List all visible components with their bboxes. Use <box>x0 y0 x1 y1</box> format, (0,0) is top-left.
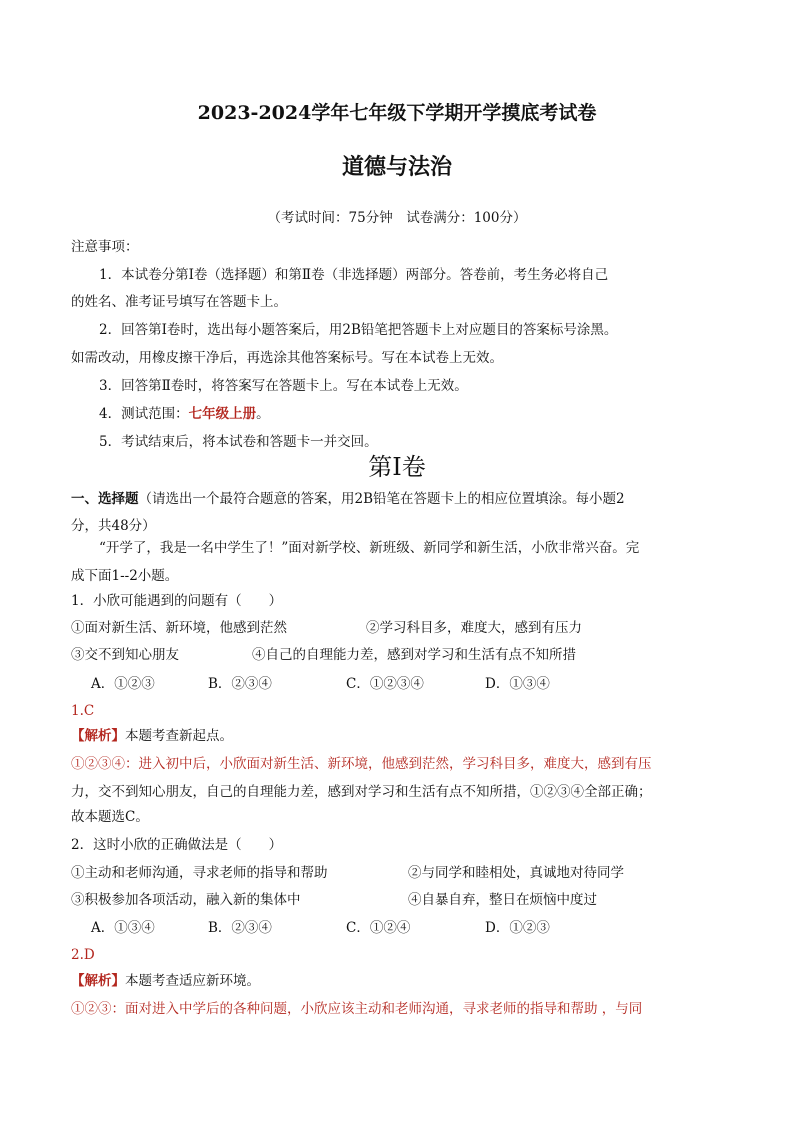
q1-answer: 1.C <box>71 703 95 719</box>
q1-analysis-tag: 【解析】 <box>71 728 125 744</box>
q2-option-a: A．①③④ <box>91 920 155 936</box>
section-heading-instructions: （请选出一个最符合题意的答案，用2B铅笔在答题卡上的相应位置填涂。每小题2 <box>138 491 625 507</box>
q2-statement-2: ②与同学和睦相处，真诚地对待同学 <box>408 865 624 881</box>
q1-option-d: D．①③④ <box>485 676 550 692</box>
q1-statement-3: ③交不到知心朋友 <box>71 647 179 663</box>
q2-explanation-1: ①②③：面对进入中学后的各种问题，小欣应该主动和老师沟通，寻求老师的指导和帮助 ，与同 <box>71 1001 643 1017</box>
section-heading-cont: 分，共48分） <box>71 518 156 534</box>
q1-statement-1: ①面对新生活、新环境，他感到茫然 <box>71 620 287 636</box>
q2-statement-1: ①主动和老师沟通，寻求老师的指导和帮助 <box>71 865 328 881</box>
material-line-2: 成下面1--2小题。 <box>71 568 179 584</box>
q1-explanation-1: ①②③④：进入初中后，小欣面对新生活、新环境，他感到茫然，学习科目多，难度大，感到有压 <box>71 756 652 772</box>
q2-option-c: C．①②④ <box>346 920 411 936</box>
notice-item-3: 3．回答第Ⅱ卷时，将答案写在答题卡上。写在本试卷上无效。 <box>99 378 468 394</box>
question-1-stem: 1．小欣可能遇到的问题有（ ） <box>71 593 283 609</box>
q2-answer: 2.D <box>71 947 95 963</box>
notice-heading: 注意事项： <box>71 239 139 255</box>
material-line-1: “开学了，我是一名中学生了！”面对新学校、新班级、新同学和新生活，小欣非常兴奋。完 <box>99 540 640 556</box>
question-2-stem: 2．这时小欣的正确做法是（ ） <box>71 837 283 853</box>
q2-option-b: B．②③④ <box>208 920 272 936</box>
section-heading <box>71 490 625 508</box>
q1-option-a: A．①②③ <box>91 676 155 692</box>
q1-analysis-text: 本题考查新起点。 <box>125 728 233 744</box>
q1-statement-4: ④自己的自理能力差，感到对学习和生活有点不知所措 <box>252 647 576 663</box>
scope-value: 七年级上册 <box>188 406 257 422</box>
q1-option-c: C．①②③④ <box>346 676 424 692</box>
q1-explanation-3: 故本题选C。 <box>71 809 149 825</box>
section-heading-label: 一、选择题 <box>71 491 139 507</box>
scope-suffix: 。 <box>256 406 270 422</box>
q2-option-d: D．①②③ <box>485 920 550 936</box>
scope-prefix: 4．测试范围： <box>99 406 189 422</box>
q1-option-b: B．②③④ <box>208 676 272 692</box>
notice-item-2: 2．回答第Ⅰ卷时，选出每小题答案后，用2B铅笔把答题卡上对应题目的答案标号涂黑。 <box>99 322 618 338</box>
q2-statement-3: ③积极参加各项活动，融入新的集体中 <box>71 892 301 908</box>
notice-item-4 <box>99 405 270 423</box>
exam-info: （考试时间：75分钟 试卷满分：100分） <box>267 210 527 226</box>
q2-analysis <box>71 972 260 990</box>
notice-item-1: 1．本试卷分第Ⅰ卷（选择题）和第Ⅱ卷（非选择题）两部分。答卷前，考生务必将自己 <box>99 267 609 283</box>
q1-statement-2: ②学习科目多，难度大，感到有压力 <box>366 620 582 636</box>
q1-explanation-2: 力，交不到知心朋友，自己的自理能力差，感到对学习和生活有点不知所措，①②③④全部正确； <box>71 784 652 800</box>
notice-item-2-cont: 如需改动，用橡皮擦干净后，再选涂其他答案标号。写在本试卷上无效。 <box>71 350 503 366</box>
notice-item-5: 5．考试结束后，将本试卷和答题卡一并交回。 <box>99 434 378 450</box>
exam-title: 2023-2024学年七年级下学期开学摸底考试卷 <box>197 102 597 124</box>
section-title: 第Ⅰ卷 <box>368 453 426 481</box>
q2-statement-4: ④自暴自弃，整日在烦恼中度过 <box>408 892 597 908</box>
q2-analysis-tag: 【解析】 <box>71 973 125 989</box>
subject-title: 道德与法治 <box>341 154 452 180</box>
notice-item-1-cont: 的姓名、准考证号填写在答题卡上。 <box>71 294 287 310</box>
q1-analysis <box>71 727 233 745</box>
q2-analysis-text: 本题考查适应新环境。 <box>125 973 260 989</box>
